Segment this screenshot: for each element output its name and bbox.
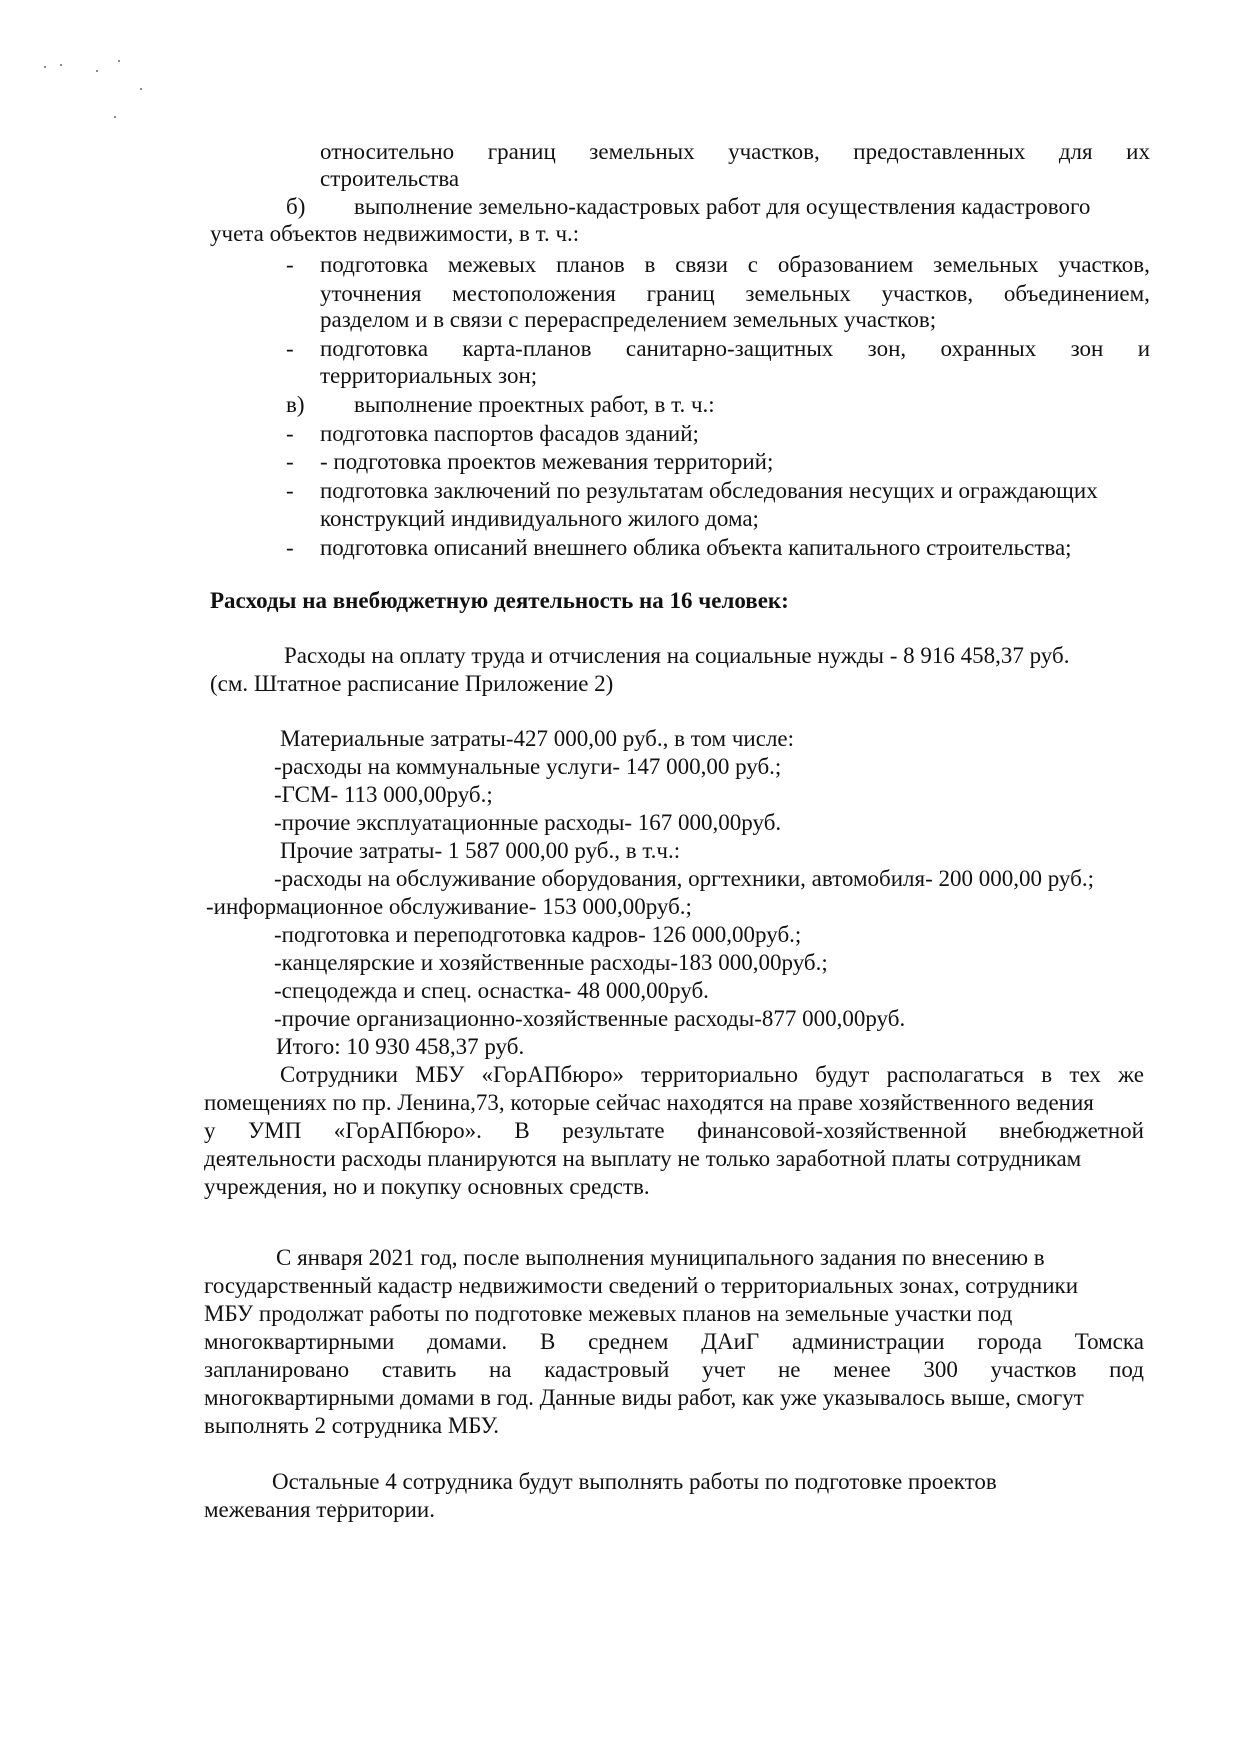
p2021-line-3: МБУ продолжат работы по подготовке межевых планов на земельные участки под xyxy=(204,1301,1013,1326)
cont-line-2: строительства xyxy=(320,166,460,191)
staff-line-1: Сотрудники МБУ «ГорАПбюро» территориально будут располагаться в тех же xyxy=(280,1062,1144,1087)
rest-line-1: Остальные 4 сотрудника будут выполнять работы по подготовке проектов xyxy=(272,1469,997,1494)
staff-line-4: деятельности расходы планируются на выплату не только заработной платы сотрудникам xyxy=(204,1146,1082,1171)
item-b-label: б) xyxy=(286,194,306,219)
bullet-dash: - xyxy=(286,535,294,560)
scan-speck xyxy=(118,60,120,62)
material-total: Материальные затраты-427 000,00 руб., в том числе: xyxy=(280,726,795,751)
b2-line-1: подготовка карта-планов санитарно-защитных зон, охранных зон и xyxy=(320,336,1150,361)
expenses-heading: Расходы на внебюджетную деятельность на 16 человек: xyxy=(210,588,789,613)
item-v-line-1: выполнение проектных работ, в т. ч.: xyxy=(354,392,715,417)
item-b-line-2: учета объектов недвижимости, в т. ч.: xyxy=(210,221,580,246)
b1-line-3: разделом и в связи с перераспределением земельных участков; xyxy=(320,307,937,332)
p2021-line-2: государственный кадастр недвижимости сведений о территориальных зонах, сотрудники xyxy=(204,1273,1079,1298)
scan-speck xyxy=(60,64,62,66)
v1-line: подготовка паспортов фасадов зданий; xyxy=(320,421,699,446)
scan-speck xyxy=(96,70,98,72)
staff-line-3: у УМП «ГорАПбюро». В результате финансовой-хозяйственной внебюджетной xyxy=(204,1118,1144,1143)
bullet-dash: - xyxy=(286,336,294,361)
v3-line-2: конструкций индивидуального жилого дома; xyxy=(320,506,759,531)
material-item: -расходы на коммунальные услуги- 147 000,00 руб.; xyxy=(274,754,782,779)
p2021-line-7: выполнять 2 сотрудника МБУ. xyxy=(204,1413,499,1438)
rest-line-2: межевания территории. xyxy=(204,1497,435,1522)
bullet-dash: - xyxy=(286,252,294,277)
other-total: Прочие затраты- 1 587 000,00 руб., в т.ч.: xyxy=(280,838,681,863)
b1-line-1: подготовка межевых планов в связи с образованием земельных участков, xyxy=(320,252,1150,277)
v4-line: подготовка описаний внешнего облика объекта капитального строительства; xyxy=(320,535,1072,560)
b1-line-2: уточнения местоположения границ земельных участков, объединением, xyxy=(320,281,1150,306)
cont-line-1: относительно границ земельных участков, предоставленных для их xyxy=(320,139,1150,164)
other-item: -канцелярские и хозяйственные расходы-183 000,00руб.; xyxy=(274,950,828,975)
p2021-line-1: С января 2021 год, после выполнения муниципального задания по внесению в xyxy=(276,1245,1045,1270)
p2021-line-5: запланировано ставить на кадастровый учет не менее 300 участков под xyxy=(204,1357,1144,1382)
scan-speck xyxy=(44,66,46,68)
other-item: -информационное обслуживание- 153 000,00руб.; xyxy=(206,894,692,919)
item-b-line-1: выполнение земельно-кадастровых работ для осуществления кадастрового xyxy=(354,194,1091,219)
scan-speck xyxy=(140,88,142,90)
staff-line-5: учреждения, но и покупку основных средств. xyxy=(204,1174,650,1199)
p2021-line-4: многоквартирными домами. В среднем ДАиГ администрации города Томска xyxy=(204,1329,1144,1354)
bullet-dash: - xyxy=(286,449,294,474)
bullet-dash: - xyxy=(286,421,294,446)
labor-line-1: Расходы на оплату труда и отчисления на социальные нужды - 8 916 458,37 руб. xyxy=(284,643,1070,668)
other-item: -расходы на обслуживание оборудования, оргтехники, автомобиля- 200 000,00 руб.; xyxy=(274,866,1094,891)
other-item: -подготовка и переподготовка кадров- 126 000,00руб.; xyxy=(274,922,802,947)
material-item: -прочие эксплуатационные расходы- 167 000,00руб. xyxy=(274,810,782,835)
material-item: -ГСМ- 113 000,00руб.; xyxy=(274,782,493,807)
other-item: -прочие организационно-хозяйственные расходы-877 000,00руб. xyxy=(274,1006,906,1031)
bullet-dash: - xyxy=(286,478,294,503)
staff-line-2: помещениях по пр. Ленина,73, которые сейчас находятся на праве хозяйственного ведения xyxy=(204,1090,1094,1115)
v2-line: - подготовка проектов межевания территорий; xyxy=(320,449,774,474)
labor-line-2: (см. Штатное расписание Приложение 2) xyxy=(210,671,614,696)
expenses-total: Итого: 10 930 458,37 руб. xyxy=(276,1034,525,1059)
p2021-line-6: многоквартирными домами в год. Данные виды работ, как уже указывалось выше, смогут xyxy=(204,1385,1084,1410)
b2-line-2: территориальных зон; xyxy=(320,363,538,388)
scan-speck xyxy=(114,116,116,118)
item-v-label: в) xyxy=(286,392,305,417)
v3-line-1: подготовка заключений по результатам обследования несущих и ограждающих xyxy=(320,478,1098,503)
other-item: -спецодежда и спец. оснастка- 48 000,00руб. xyxy=(274,978,709,1003)
